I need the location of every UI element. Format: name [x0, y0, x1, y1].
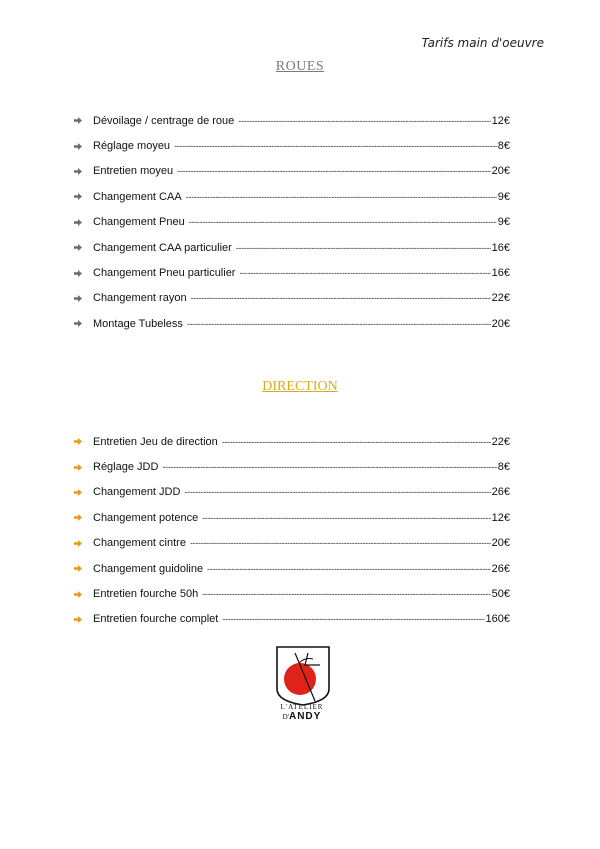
item-price: 20€: [491, 537, 510, 550]
price-list-item: [74, 531, 510, 556]
price-list-item: [74, 159, 510, 184]
dotted-leader: [190, 538, 491, 548]
dotted-leader: [186, 192, 497, 202]
arrow-bullet-icon: [74, 438, 82, 445]
price-list-item: [74, 108, 510, 133]
price-list-item: [74, 505, 510, 530]
arrow-bullet-icon: [74, 270, 82, 277]
item-price: 20€: [491, 165, 510, 178]
dotted-leader: [187, 319, 491, 329]
item-price: 8€: [497, 140, 510, 153]
item-price: 9€: [497, 216, 510, 229]
arrow-bullet-icon: [74, 295, 82, 302]
dotted-leader: [174, 141, 497, 151]
dotted-leader: [184, 487, 490, 497]
item-label: Changement potence: [93, 511, 199, 524]
dotted-leader: [207, 564, 491, 574]
price-list-item: [74, 133, 510, 158]
item-price: 20€: [491, 317, 510, 330]
dotted-leader: [177, 166, 491, 176]
arrow-bullet-icon: [74, 320, 82, 327]
dotted-leader: [202, 513, 490, 523]
item-label: Entretien moyeu: [93, 165, 174, 178]
dotted-leader: [162, 462, 496, 472]
arrow-bullet-icon: [74, 514, 82, 521]
item-label: Changement CAA: [93, 190, 182, 203]
item-label: Changement Pneu: [93, 216, 185, 229]
item-label: Changement CAA particulier: [93, 241, 232, 254]
price-list-item: [74, 480, 510, 505]
item-label: Changement Pneu particulier: [93, 267, 236, 280]
item-price: 16€: [491, 267, 510, 280]
item-label: Montage Tubeless: [93, 317, 183, 330]
price-list-item: [74, 607, 510, 632]
price-list-item: [74, 454, 510, 479]
arrow-bullet-icon: [74, 168, 82, 175]
logo-text-andy: [262, 711, 342, 722]
arrow-bullet-icon: [74, 591, 82, 598]
item-label: Entretien fourche 50h: [93, 588, 199, 601]
price-list-item: [74, 556, 510, 581]
item-label: Entretien Jeu de direction: [93, 435, 218, 448]
logo-text-atelier: L'ATELIER: [280, 703, 324, 711]
item-price: 12€: [491, 511, 510, 524]
item-price: 22€: [491, 292, 510, 305]
item-price: 9€: [497, 190, 510, 203]
dotted-leader: [202, 589, 490, 599]
arrow-bullet-icon: [74, 565, 82, 572]
arrow-bullet-icon: [74, 489, 82, 496]
arrow-bullet-icon: [74, 464, 82, 471]
arrow-bullet-icon: [74, 117, 82, 124]
item-price: 16€: [491, 241, 510, 254]
item-price: 8€: [497, 461, 510, 474]
dotted-leader: [222, 437, 491, 447]
dotted-leader: [222, 614, 484, 624]
logo-text-name: ANDY: [288, 711, 322, 722]
item-label: Réglage JDD: [93, 461, 159, 474]
price-list-item: [74, 429, 510, 454]
dotted-leader: [238, 116, 490, 126]
item-price: 22€: [491, 435, 510, 448]
item-label: Changement JDD: [93, 486, 181, 499]
dotted-leader: [189, 217, 497, 227]
logo-text-prefix: D': [282, 713, 289, 721]
item-price: 26€: [491, 562, 510, 575]
section-title-roues: ROUES: [275, 59, 325, 74]
arrow-bullet-icon: [74, 540, 82, 547]
arrow-bullet-icon: [74, 219, 82, 226]
price-list-item: [74, 581, 510, 606]
item-price: 26€: [491, 486, 510, 499]
item-price: 160€: [485, 613, 510, 626]
dotted-leader: [191, 293, 491, 303]
price-list-item: [74, 210, 510, 235]
item-label: Entretien fourche complet: [93, 613, 219, 626]
arrow-bullet-icon: [74, 244, 82, 251]
price-list-item: [74, 235, 510, 260]
item-price: 50€: [491, 588, 510, 601]
arrow-bullet-icon: [74, 193, 82, 200]
page-header-title: Tarifs main d'oeuvre: [421, 36, 544, 50]
arrow-bullet-icon: [74, 616, 82, 623]
arrow-bullet-icon: [74, 143, 82, 150]
price-list-item: [74, 286, 510, 311]
item-price: 12€: [491, 114, 510, 127]
price-list-item: [74, 311, 510, 336]
dotted-leader: [236, 243, 491, 253]
price-list-item: [74, 184, 510, 209]
price-list-direction: [74, 429, 510, 632]
item-label: Changement guidoline: [93, 562, 204, 575]
item-label: Réglage moyeu: [93, 140, 171, 153]
price-list-item: [74, 260, 510, 285]
item-label: Dévoilage / centrage de roue: [93, 114, 235, 127]
price-list-roues: [74, 108, 510, 337]
item-label: Changement cintre: [93, 537, 186, 550]
item-label: Changement rayon: [93, 292, 187, 305]
section-title-direction: DIRECTION: [262, 379, 338, 394]
dotted-leader: [239, 268, 490, 278]
